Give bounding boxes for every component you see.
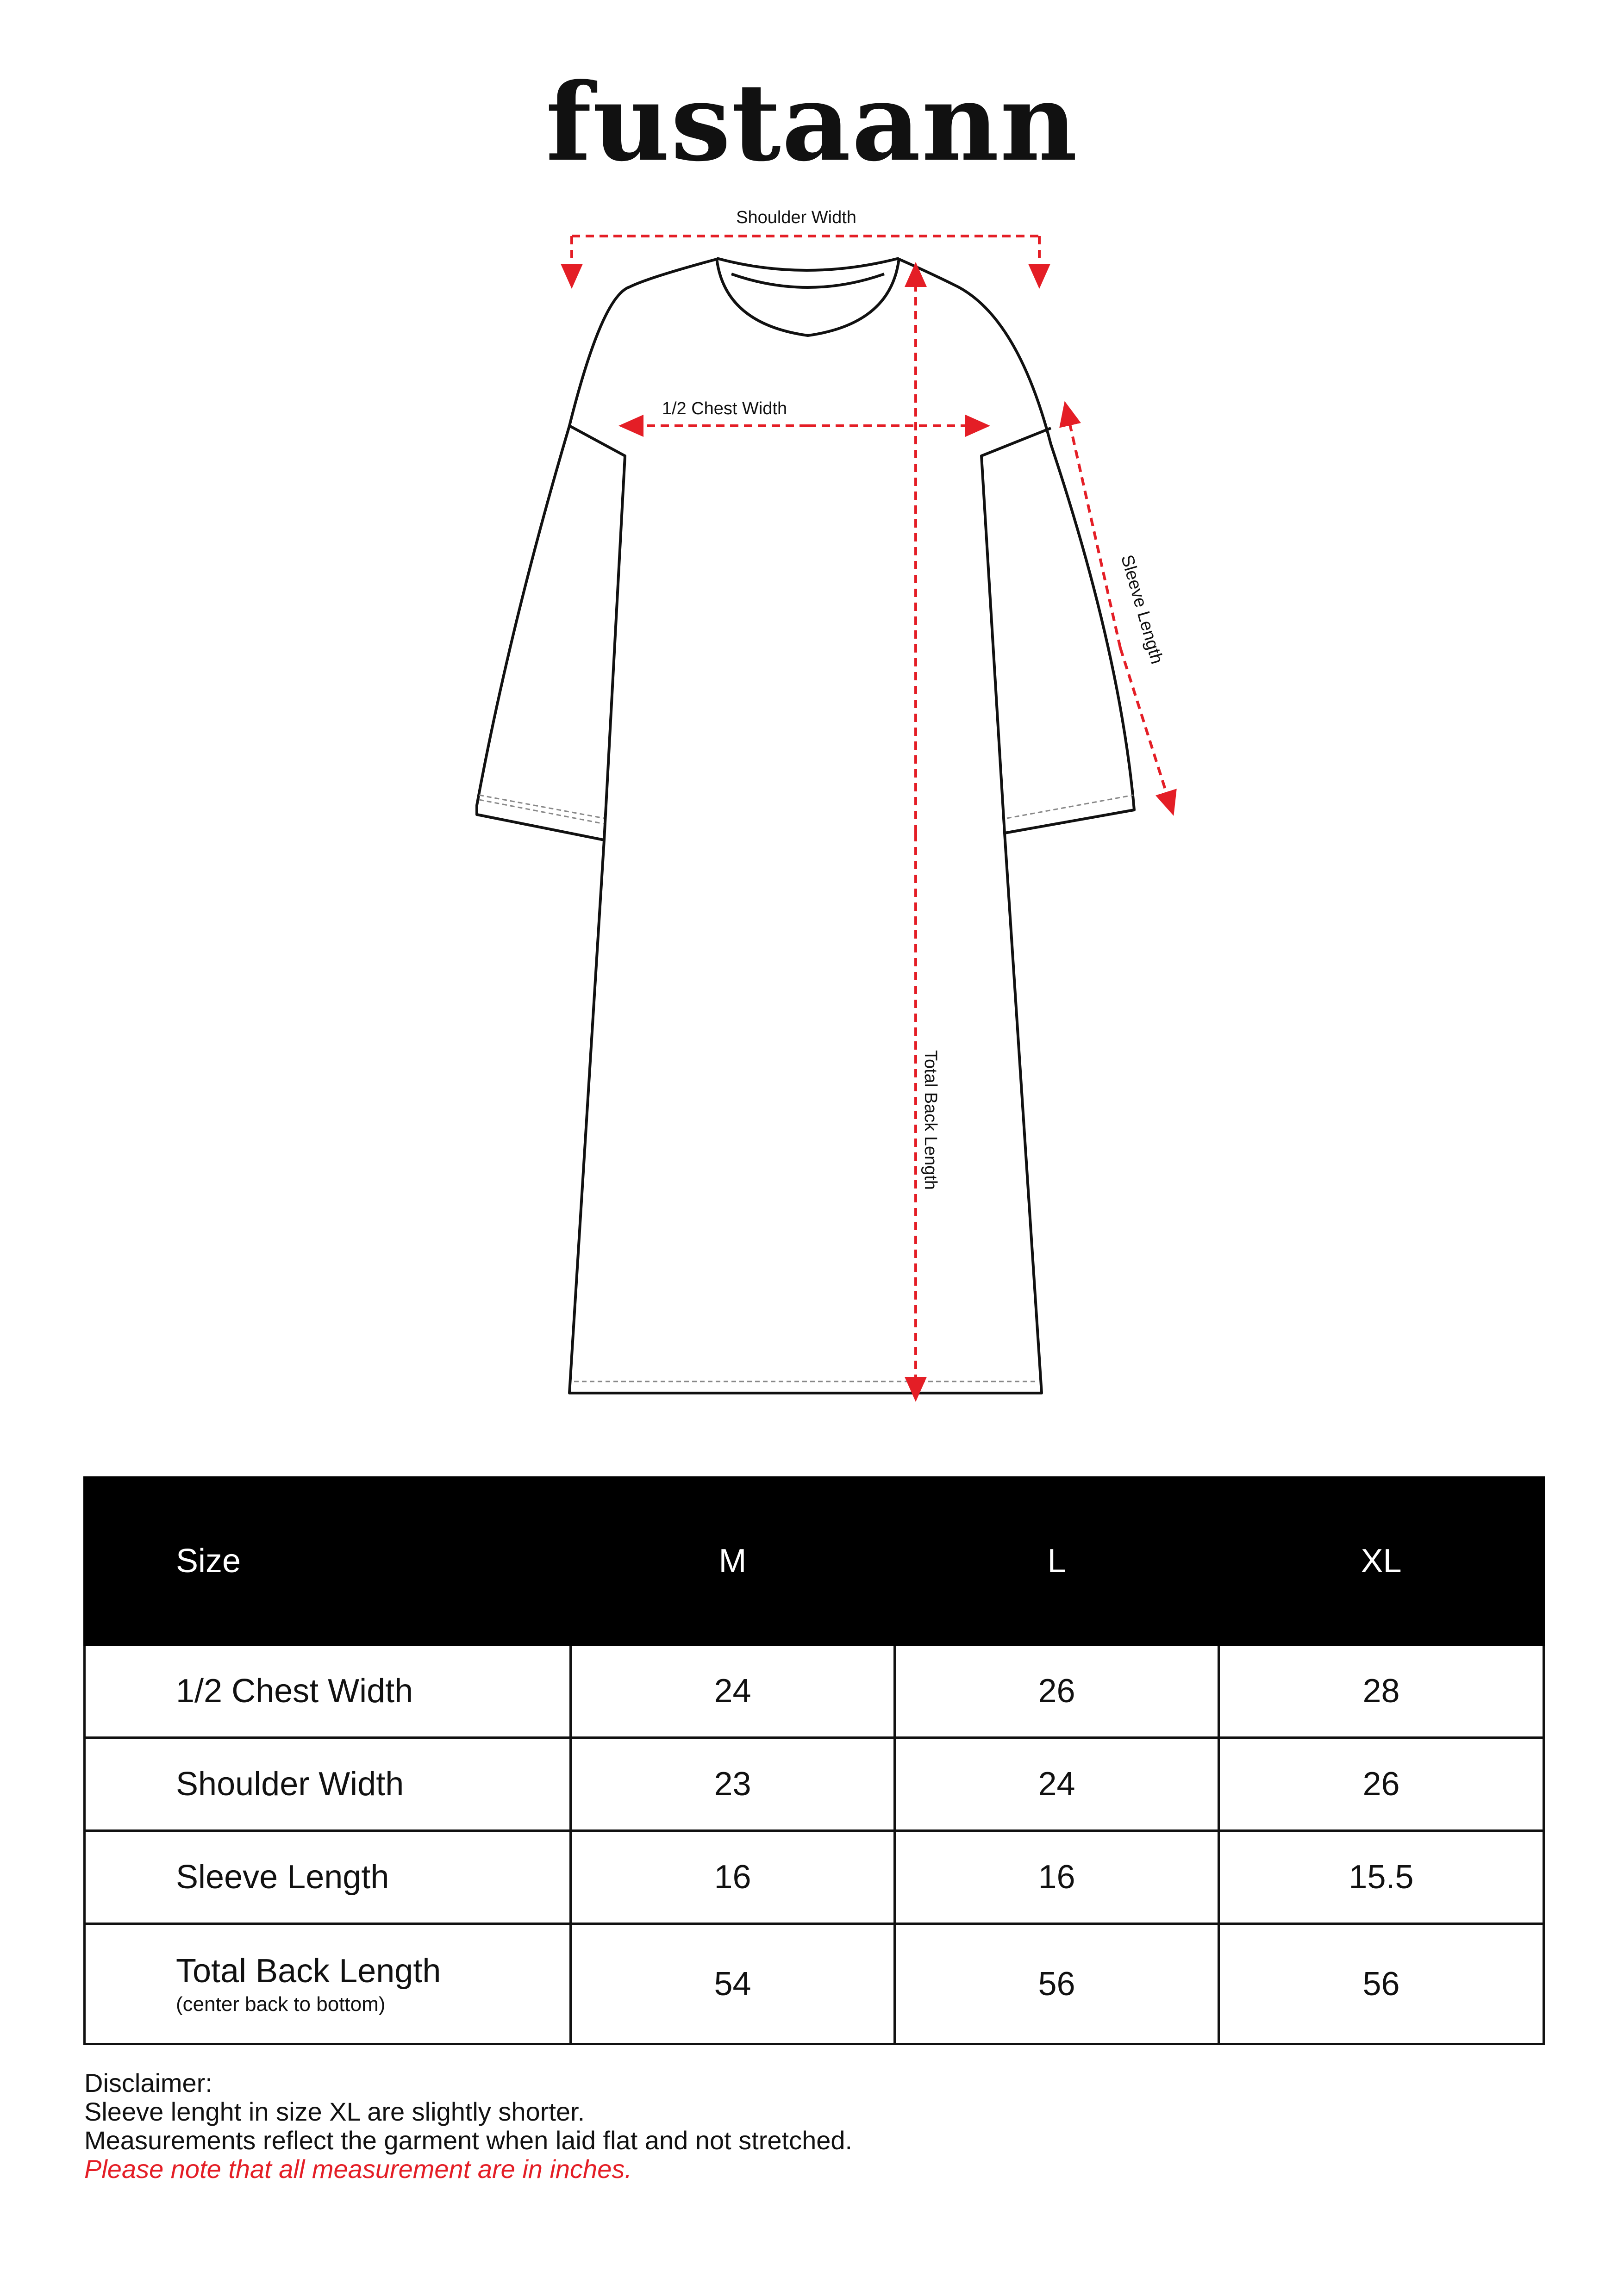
header-m: M xyxy=(571,1478,895,1645)
cell-m: 24 xyxy=(571,1645,895,1738)
row-sublabel: (center back to bottom) xyxy=(176,1992,386,2016)
cell-m: 16 xyxy=(571,1831,895,1924)
header-l: L xyxy=(895,1478,1219,1645)
cell-xl: 15.5 xyxy=(1219,1831,1544,1924)
sleeve-length-label: Sleeve Length xyxy=(1117,553,1167,666)
shoulder-width-label: Shoulder Width xyxy=(736,208,856,227)
cell-xl: 28 xyxy=(1219,1645,1544,1738)
chest-width-label: 1/2 Chest Width xyxy=(662,399,787,418)
table-header-row xyxy=(85,1478,1544,1645)
cell-xl: 26 xyxy=(1219,1738,1544,1831)
row-label: 1/2 Chest Width xyxy=(85,1645,571,1738)
row-label: Total Back Length xyxy=(176,1952,441,1990)
table-row xyxy=(85,1738,1544,1831)
row-label: Sleeve Length xyxy=(85,1831,571,1924)
total-back-length-label: Total Back Length xyxy=(921,1050,940,1190)
table-row xyxy=(85,1645,1544,1738)
cell-l: 26 xyxy=(895,1645,1219,1738)
cell-l: 24 xyxy=(895,1738,1219,1831)
cell-m: 23 xyxy=(571,1738,895,1831)
brand-logo: fustaann xyxy=(545,60,1079,185)
cell-m: 54 xyxy=(571,1924,895,2044)
row-label: Shoulder Width xyxy=(85,1738,571,1831)
row-label-cell xyxy=(85,1924,571,2044)
disclaimer-line: Sleeve lenght in size XL are slightly shorter. xyxy=(84,2097,585,2126)
cell-l: 56 xyxy=(895,1924,1219,2044)
table-row xyxy=(85,1831,1544,1924)
disclaimer-line: Measurements reflect the garment when laid flat and not stretched. xyxy=(84,2126,853,2155)
size-chart-table xyxy=(83,1476,1545,2045)
header-size: Size xyxy=(85,1478,571,1645)
header-xl: XL xyxy=(1219,1478,1544,1645)
disclaimer xyxy=(84,2069,852,2184)
dress-outline xyxy=(477,258,1134,1393)
table-row xyxy=(85,1924,1544,2044)
disclaimer-title: Disclaimer: xyxy=(84,2068,212,2097)
cell-xl: 56 xyxy=(1219,1924,1544,2044)
sleeve-length-measure xyxy=(1067,412,1170,805)
units-note: Please note that all measurement are in inches. xyxy=(84,2154,632,2184)
cell-l: 16 xyxy=(895,1831,1219,1924)
